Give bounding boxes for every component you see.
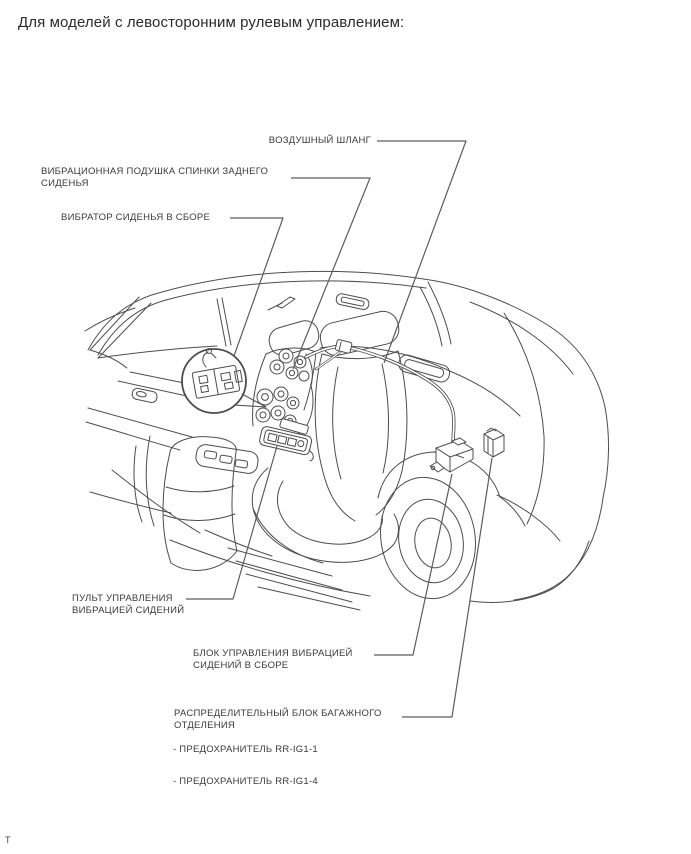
center-armrest (163, 437, 259, 571)
rear-wheel (371, 452, 589, 606)
vibration-control-unit-box (430, 438, 473, 472)
leader-control-panel (186, 446, 277, 599)
leader-seat-vibrator (230, 218, 283, 356)
roof-antenna (268, 297, 295, 310)
leader-control-unit (374, 474, 452, 655)
leader-seatback-cushion (291, 178, 370, 369)
label-fuse-rr-ig1-4: - ПРЕДОХРАНИТЕЛЬ RR-IG1-4 (173, 776, 318, 787)
page-title: Для моделей с левосторонним рулевым управлением: (18, 14, 405, 31)
label-air-hose: ВОЗДУШНЫЙ ШЛАНГ (268, 135, 371, 146)
label-luggage-junction-block: РАСПРЕДЕЛИТЕЛЬНЫЙ БЛОК БАГАЖНОГО ОТДЕЛЕНИЯ (174, 708, 382, 731)
hose-connector (335, 339, 352, 353)
car-body (85, 271, 609, 600)
leader-air-hose (377, 141, 466, 363)
vibration-cushion-vibrators (256, 349, 313, 435)
label-vibration-control-panel: ПУЛЬТ УПРАВЛЕНИЯ ВИБРАЦИЕЙ СИДЕНИЙ (72, 593, 185, 616)
air-hose (306, 339, 454, 443)
label-fuse-rr-ig1-1: - ПРЕДОХРАНИТЕЛЬ RR-IG1-1 (173, 744, 318, 755)
footer-mark: Т (5, 835, 11, 845)
label-seat-vibrator: ВИБРАТОР СИДЕНЬЯ В СБОРЕ (61, 212, 211, 223)
label-vibration-control-unit: БЛОК УПРАВЛЕНИЯ ВИБРАЦИЕЙ СИДЕНИЙ В СБОРЕ (193, 648, 353, 671)
luggage-junction-block-box (484, 428, 504, 457)
floor-lines (228, 548, 360, 610)
label-rear-seatback-cushion: ВИБРАЦИОННАЯ ПОДУШКА СПИНКИ ЗАДНЕГО СИДЕНЬЯ (41, 166, 269, 189)
door-handle (131, 387, 158, 403)
roof-lamp (335, 293, 370, 311)
